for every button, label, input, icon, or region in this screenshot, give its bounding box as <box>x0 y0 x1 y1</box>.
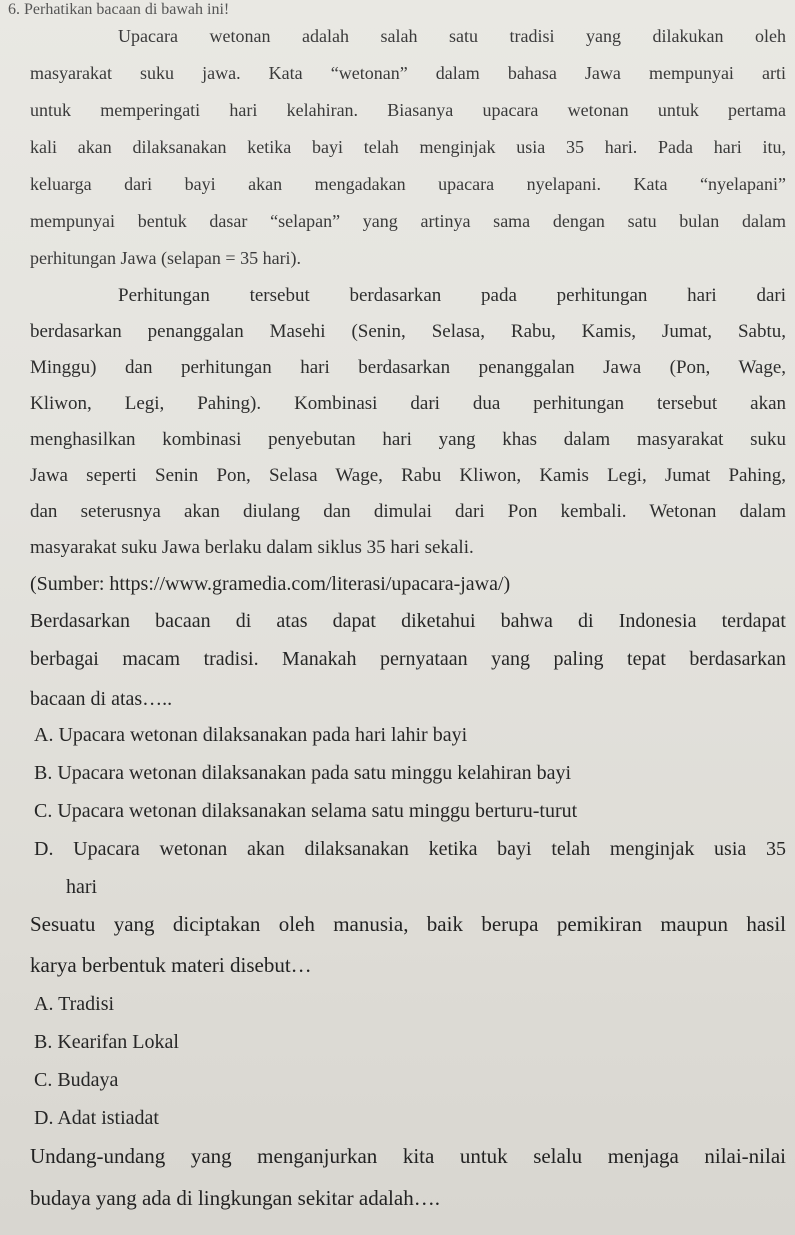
question-header: 6. Perhatikan bacaan di bawah ini! <box>8 1 230 18</box>
question-text: karya berbentuk materi disebut… <box>30 953 312 977</box>
reading-line: Minggu) dan perhitungan hari berdasarkan penanggalan Jawa (Pon, Wage, <box>30 357 786 378</box>
option-d-continuation[interactable]: hari <box>66 876 98 898</box>
reading-line: perhitungan Jawa (selapan = 35 hari). <box>30 248 302 268</box>
reading-line: Perhitungan tersebut berdasarkan pada perhitungan hari dari <box>118 285 786 306</box>
question-text: Berdasarkan bacaan di atas dapat diketahui bahwa di Indonesia terdapat <box>30 610 786 632</box>
reading-line: untuk memperingati hari kelahiran. Biasanya upacara wetonan untuk pertama <box>30 100 786 120</box>
reading-line: Upacara wetonan adalah salah satu tradisi yang dilakukan oleh <box>118 26 786 46</box>
reading-source: (Sumber: https://www.gramedia.com/literasi/upacara-jawa/) <box>30 573 511 595</box>
question-text: bacaan di atas….. <box>30 688 173 710</box>
question-text: budaya yang ada di lingkungan sekitar adalah…. <box>30 1186 440 1210</box>
reading-line: keluarga dari bayi akan mengadakan upacara nyelapani. Kata “nyelapani” <box>30 174 786 194</box>
reading-line: mempunyai bentuk dasar “selapan” yang artinya sama dengan satu bulan dalam <box>30 211 786 231</box>
reading-line: masyarakat suku jawa. Kata “wetonan” dalam bahasa Jawa mempunyai arti <box>30 63 786 83</box>
reading-line: berdasarkan penanggalan Masehi (Senin, Selasa, Rabu, Kamis, Jumat, Sabtu, <box>30 321 786 342</box>
reading-line: Kliwon, Legi, Pahing). Kombinasi dari dua perhitungan tersebut akan <box>30 393 786 414</box>
reading-line: Jawa seperti Senin Pon, Selasa Wage, Rabu Kliwon, Kamis Legi, Jumat Pahing, <box>30 465 786 486</box>
question-text: Undang-undang yang menganjurkan kita untuk selalu menjaga nilai-nilai <box>30 1144 786 1168</box>
option-c[interactable]: C. Budaya <box>34 1069 119 1091</box>
option-b[interactable]: B. Kearifan Lokal <box>34 1031 179 1053</box>
reading-line: masyarakat suku Jawa berlaku dalam siklus 35 hari sekali. <box>30 537 474 558</box>
option-c[interactable]: C. Upacara wetonan dilaksanakan selama satu minggu berturu-turut <box>34 800 578 822</box>
option-d[interactable]: D. Upacara wetonan akan dilaksanakan ketika bayi telah menginjak usia 35 <box>34 838 786 860</box>
option-a[interactable]: A. Upacara wetonan dilaksanakan pada hari lahir bayi <box>34 724 468 746</box>
reading-line: dan seterusnya akan diulang dan dimulai dari Pon kembali. Wetonan dalam <box>30 501 786 522</box>
reading-line: kali akan dilaksanakan ketika bayi telah menginjak usia 35 hari. Pada hari itu, <box>30 137 786 157</box>
question-text: Sesuatu yang diciptakan oleh manusia, baik berupa pemikiran maupun hasil <box>30 912 786 936</box>
reading-line: menghasilkan kombinasi penyebutan hari yang khas dalam masyarakat suku <box>30 429 786 450</box>
option-a[interactable]: A. Tradisi <box>34 993 115 1015</box>
option-b[interactable]: B. Upacara wetonan dilaksanakan pada satu minggu kelahiran bayi <box>34 762 572 784</box>
question-text: berbagai macam tradisi. Manakah pernyataan yang paling tepat berdasarkan <box>30 648 786 670</box>
option-d[interactable]: D. Adat istiadat <box>34 1107 159 1129</box>
